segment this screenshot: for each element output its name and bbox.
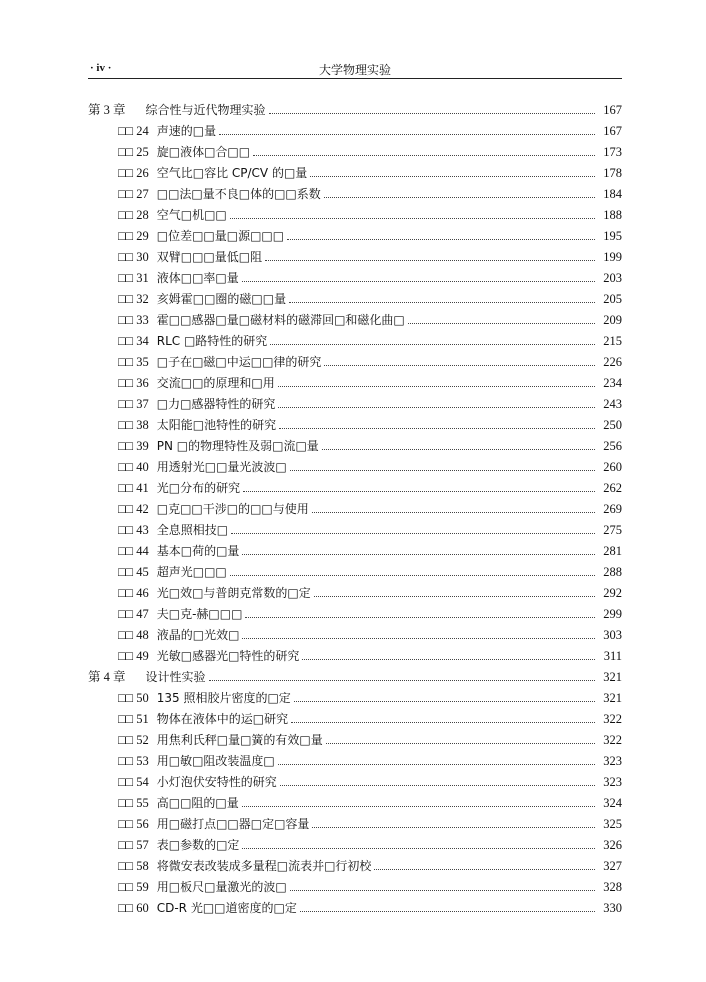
experiment-title: 光□效□与普朗克常数的□定	[156, 586, 311, 600]
experiment-title: 空气□机□□	[156, 208, 227, 222]
toc-entry[interactable]	[88, 331, 622, 352]
toc-entry-label	[88, 856, 371, 877]
toc-entry[interactable]	[88, 457, 622, 478]
dot-leader	[245, 616, 595, 618]
dot-leader	[230, 217, 595, 219]
experiment-title: 交流□□的原理和□用	[156, 376, 275, 390]
experiment-title: 小灯泡伏安特性的研究	[156, 775, 277, 789]
toc-entry-label	[88, 835, 239, 856]
experiment-number: □□ 52	[118, 733, 149, 747]
experiment-number: □□ 54	[118, 775, 149, 789]
dot-leader	[291, 721, 595, 723]
experiment-number: □□ 32	[118, 292, 149, 306]
toc-entry[interactable]	[88, 793, 622, 814]
experiment-number: □□ 58	[118, 859, 149, 873]
page-ref: 226	[603, 355, 622, 369]
toc-entry-label	[88, 121, 216, 142]
toc-entry[interactable]	[88, 436, 622, 457]
experiment-number: □□ 31	[118, 271, 149, 285]
dot-leader	[265, 259, 595, 261]
toc-entry[interactable]	[88, 877, 622, 898]
dot-leader	[243, 490, 595, 492]
toc-entry[interactable]	[88, 604, 622, 625]
toc-entry-label	[88, 688, 291, 709]
dot-leader	[324, 196, 595, 198]
toc-entry[interactable]	[88, 205, 622, 226]
experiment-number: □□ 43	[118, 523, 149, 537]
toc-entry-label	[88, 793, 239, 814]
experiment-number: □□ 60	[118, 901, 149, 915]
page-ref: 173	[603, 145, 622, 159]
toc-chapter-entry[interactable]	[88, 100, 622, 121]
experiment-number: □□ 30	[118, 250, 149, 264]
dot-leader	[312, 826, 595, 828]
toc-entry-label	[88, 520, 228, 541]
toc-entry[interactable]	[88, 394, 622, 415]
toc-entry[interactable]	[88, 562, 622, 583]
experiment-number: □□ 34	[118, 334, 149, 348]
experiment-title: 超声光□□□	[156, 565, 227, 579]
experiment-title: □力□感器特性的研究	[156, 397, 276, 411]
experiment-number: □□ 50	[118, 691, 149, 705]
toc-entry-label	[88, 667, 206, 688]
page-ref: 299	[603, 607, 622, 621]
toc-entry-label	[88, 247, 262, 268]
experiment-number: □□ 56	[118, 817, 149, 831]
page-ref: 321	[603, 670, 622, 684]
dot-leader	[374, 868, 595, 870]
toc-entry-label	[88, 877, 287, 898]
toc-entry[interactable]	[88, 898, 622, 919]
experiment-number: □□ 27	[118, 187, 149, 201]
experiment-number: □□ 57	[118, 838, 149, 852]
toc-entry[interactable]	[88, 499, 622, 520]
page-ref: 178	[603, 166, 622, 180]
toc-entry[interactable]	[88, 121, 622, 142]
toc-entry-label	[88, 184, 321, 205]
chapter-title: 综合性与近代物理实验	[145, 103, 266, 117]
dot-leader	[326, 742, 595, 744]
toc-entry-label	[88, 205, 227, 226]
dot-leader	[312, 511, 595, 513]
toc-entry[interactable]	[88, 709, 622, 730]
toc-entry-label	[88, 436, 319, 457]
chapter-number: 第 3 章	[88, 103, 126, 117]
experiment-number: □□ 33	[118, 313, 149, 327]
experiment-number: □□ 46	[118, 586, 149, 600]
toc-entry-label	[88, 226, 284, 247]
toc-entry-label	[88, 394, 275, 415]
toc-entry-label	[88, 289, 286, 310]
toc-entry-label	[88, 268, 239, 289]
experiment-number: □□ 24	[118, 124, 149, 138]
toc-entry-label	[88, 457, 287, 478]
toc-entry[interactable]	[88, 184, 622, 205]
toc-entry-label	[88, 373, 275, 394]
experiment-title: 135 照相胶片密度的□定	[156, 691, 291, 705]
dot-leader	[278, 406, 595, 408]
experiment-number: □□ 38	[118, 418, 149, 432]
dot-leader	[279, 427, 595, 429]
page-ref: 292	[603, 586, 622, 600]
experiment-title: 液体□□率□量	[156, 271, 239, 285]
experiment-title: 光敏□感器光□特性的研究	[156, 649, 300, 663]
toc-entry-label	[88, 310, 405, 331]
page-ref: 195	[603, 229, 622, 243]
table-of-contents	[88, 100, 622, 919]
experiment-title: 旋□液体□合□□	[156, 145, 251, 159]
book-title: 大学物理实验	[318, 63, 391, 77]
toc-entry[interactable]	[88, 289, 622, 310]
toc-entry[interactable]	[88, 520, 622, 541]
chapter-title: 设计性实验	[145, 670, 206, 684]
experiment-number: □□ 40	[118, 460, 149, 474]
toc-entry-label	[88, 100, 266, 121]
experiment-number: □□ 37	[118, 397, 149, 411]
experiment-number: □□ 39	[118, 439, 149, 453]
page-ref: 323	[603, 775, 622, 789]
page-ref: 288	[603, 565, 622, 579]
experiment-number: □□ 35	[118, 355, 149, 369]
toc-entry-label	[88, 331, 267, 352]
dot-leader	[230, 574, 595, 576]
dot-leader	[242, 280, 595, 282]
toc-entry[interactable]	[88, 772, 622, 793]
page-number: · iv ·	[90, 62, 112, 74]
experiment-number: □□ 45	[118, 565, 149, 579]
dot-leader	[231, 532, 595, 534]
experiment-title: 霍□□感器□量□磁材料的磁滞回□和磁化曲□	[156, 313, 405, 327]
toc-entry[interactable]	[88, 856, 622, 877]
dot-leader	[408, 322, 595, 324]
page-ref: 167	[603, 103, 622, 117]
experiment-title: 基本□荷的□量	[156, 544, 240, 558]
toc-entry[interactable]	[88, 541, 622, 562]
dot-leader	[253, 154, 595, 156]
toc-entry-label	[88, 814, 309, 835]
experiment-title: 将微安表改装成多量程□流表并□行初校	[156, 859, 372, 873]
dot-leader	[310, 175, 595, 177]
toc-entry[interactable]	[88, 142, 622, 163]
page-ref: 328	[603, 880, 622, 894]
toc-entry-label	[88, 499, 309, 520]
experiment-title: CD-R 光□□道密度的□定	[156, 901, 297, 915]
toc-entry-label	[88, 604, 242, 625]
page-ref: 262	[603, 481, 622, 495]
toc-entry-label	[88, 898, 297, 919]
experiment-title: 用□磁打点□□器□定□容量	[156, 817, 310, 831]
toc-entry[interactable]	[88, 751, 622, 772]
toc-entry[interactable]	[88, 373, 622, 394]
toc-entry-label	[88, 772, 277, 793]
toc-entry[interactable]	[88, 583, 622, 604]
toc-entry-label	[88, 142, 250, 163]
experiment-title: 液晶的□光效□	[156, 628, 240, 642]
experiment-number: □□ 51	[118, 712, 149, 726]
toc-entry-label	[88, 415, 276, 436]
page-ref: 330	[603, 901, 622, 915]
experiment-number: □□ 47	[118, 607, 149, 621]
page-ref: 303	[603, 628, 622, 642]
toc-entry[interactable]	[88, 646, 622, 667]
dot-leader	[242, 637, 595, 639]
experiment-title: 用焦利氏秤□量□簧的有效□量	[156, 733, 323, 747]
experiment-title: □克□□干涉□的□□与使用	[156, 502, 309, 516]
toc-entry-label	[88, 730, 323, 751]
page-ref: 326	[603, 838, 622, 852]
experiment-number: □□ 28	[118, 208, 149, 222]
page-ref: 327	[603, 859, 622, 873]
toc-entry-label	[88, 751, 275, 772]
experiment-number: □□ 55	[118, 796, 149, 810]
toc-entry[interactable]	[88, 415, 622, 436]
dot-leader	[278, 763, 595, 765]
page-ref: 209	[603, 313, 622, 327]
experiment-number: □□ 44	[118, 544, 149, 558]
dot-leader	[242, 553, 595, 555]
toc-entry[interactable]	[88, 814, 622, 835]
dot-leader	[219, 133, 595, 135]
toc-entry-label	[88, 562, 227, 583]
toc-entry-label	[88, 352, 321, 373]
dot-leader	[287, 238, 595, 240]
experiment-number: □□ 26	[118, 166, 149, 180]
dot-leader	[209, 679, 595, 681]
page-ref: 250	[603, 418, 622, 432]
experiment-title: □□法□量不良□体的□□系数	[156, 187, 321, 201]
dot-leader	[278, 385, 595, 387]
dot-leader	[242, 805, 595, 807]
toc-entry-label	[88, 646, 299, 667]
experiment-title: PN □的物理特性及弱□流□量	[156, 439, 319, 453]
dot-leader	[300, 910, 595, 912]
toc-entry-label	[88, 163, 307, 184]
toc-entry[interactable]	[88, 835, 622, 856]
experiment-title: 空气比□容比 CP/CV 的□量	[156, 166, 308, 180]
experiment-title: 光□分布的研究	[156, 481, 241, 495]
dot-leader	[322, 448, 595, 450]
experiment-title: RLC □路特性的研究	[156, 334, 268, 348]
toc-entry-label	[88, 583, 311, 604]
dot-leader	[280, 784, 595, 786]
toc-entry[interactable]	[88, 226, 622, 247]
experiment-title: 太阳能□池特性的研究	[156, 418, 277, 432]
experiment-title: 高□□阻的□量	[156, 796, 239, 810]
experiment-title: 声速的□量	[156, 124, 217, 138]
dot-leader	[242, 847, 595, 849]
dot-leader	[290, 469, 595, 471]
page-ref: 167	[603, 124, 622, 138]
experiment-number: □□ 25	[118, 145, 149, 159]
toc-entry-label	[88, 541, 239, 562]
experiment-title: 全息照相技□	[156, 523, 229, 537]
dot-leader	[302, 658, 595, 660]
page-ref: 325	[603, 817, 622, 831]
experiment-title: 用□板尺□量激光的波□	[156, 880, 287, 894]
page-ref: 184	[603, 187, 622, 201]
experiment-number: □□ 49	[118, 649, 149, 663]
dot-leader	[290, 889, 595, 891]
page-ref: 256	[603, 439, 622, 453]
experiment-title: 夫□克-赫□□□	[156, 607, 243, 621]
toc-entry[interactable]	[88, 625, 622, 646]
experiment-number: □□ 42	[118, 502, 149, 516]
experiment-title: 物体在液体中的运□研究	[156, 712, 289, 726]
toc-entry[interactable]	[88, 310, 622, 331]
experiment-number: □□ 36	[118, 376, 149, 390]
toc-entry[interactable]	[88, 268, 622, 289]
chapter-number: 第 4 章	[88, 670, 126, 684]
toc-entry-label	[88, 709, 288, 730]
experiment-title: □子在□磁□中运□□律的研究	[156, 355, 322, 369]
header-rule	[88, 78, 622, 79]
experiment-title: 表□参数的□定	[156, 838, 240, 852]
page-ref: 215	[603, 334, 622, 348]
page-ref: 199	[603, 250, 622, 264]
experiment-title: 亥姆霍□□圈的磁□□量	[156, 292, 287, 306]
page-ref: 324	[603, 796, 622, 810]
dot-leader	[314, 595, 595, 597]
dot-leader	[289, 301, 595, 303]
page-ref: 323	[603, 754, 622, 768]
toc-entry-label	[88, 478, 240, 499]
dot-leader	[294, 700, 595, 702]
page-ref: 322	[603, 712, 622, 726]
page-ref: 281	[603, 544, 622, 558]
toc-entry-label	[88, 625, 239, 646]
experiment-number: □□ 59	[118, 880, 149, 894]
experiment-number: □□ 53	[118, 754, 149, 768]
experiment-title: 用□敏□阻改装温度□	[156, 754, 275, 768]
experiment-number: □□ 48	[118, 628, 149, 642]
dot-leader	[269, 112, 595, 114]
page-ref: 203	[603, 271, 622, 285]
experiment-title: □位差□□量□源□□□	[156, 229, 285, 243]
page-ref: 269	[603, 502, 622, 516]
page-ref: 234	[603, 376, 622, 390]
page-ref: 205	[603, 292, 622, 306]
toc-entry[interactable]	[88, 688, 622, 709]
toc-entry[interactable]	[88, 163, 622, 184]
toc-chapter-entry[interactable]	[88, 667, 622, 688]
dot-leader	[324, 364, 595, 366]
running-header	[88, 60, 622, 80]
page-ref: 188	[603, 208, 622, 222]
experiment-title: 用透射光□□量光波波□	[156, 460, 287, 474]
toc-entry[interactable]	[88, 478, 622, 499]
experiment-number: □□ 29	[118, 229, 149, 243]
toc-entry[interactable]	[88, 352, 622, 373]
page-ref: 322	[603, 733, 622, 747]
experiment-title: 双臂□□□量低□阻	[156, 250, 263, 264]
page-ref: 243	[603, 397, 622, 411]
dot-leader	[270, 343, 595, 345]
toc-entry[interactable]	[88, 730, 622, 751]
page-ref: 275	[603, 523, 622, 537]
page-ref: 260	[603, 460, 622, 474]
experiment-number: □□ 41	[118, 481, 149, 495]
page-ref: 321	[603, 691, 622, 705]
page-ref: 311	[603, 649, 622, 663]
toc-entry[interactable]	[88, 247, 622, 268]
